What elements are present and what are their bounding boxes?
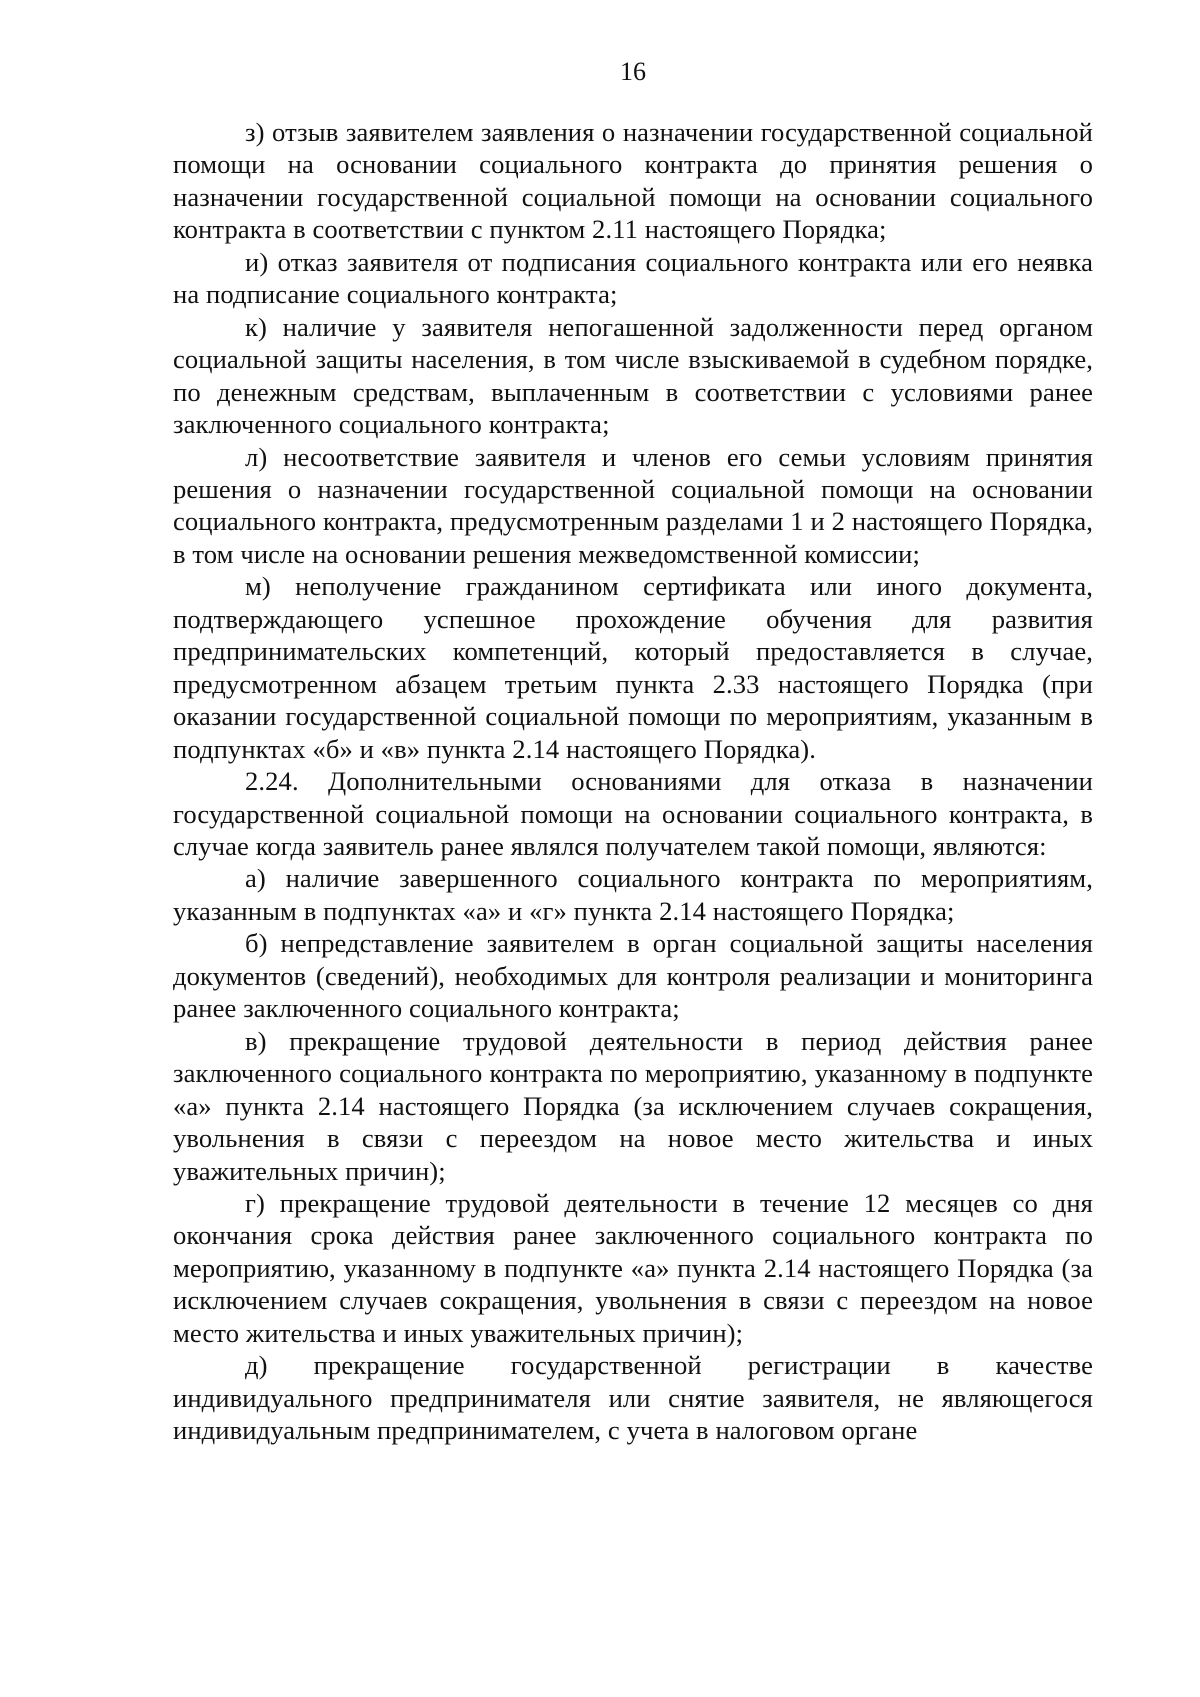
paragraph-g: г) прекращение трудовой деятельности в течение 12 месяцев со дня окончания срока действия ранее заключенного социального контракта по мероприятию, указанному в подпункте «а» пункта 2.14 настоящего Порядка (за исключением случаев сокращения, увольнения в связи с переездом на новое место жительства и иных уважительных причин); — [173, 1187, 1093, 1348]
paragraph-2-24: 2.24. Дополнительными основаниями для отказа в назначении государственной социальной помощи на основании социального контракта, в случае когда заявитель ранее являлся получателем такой помощи, являются: — [173, 766, 1093, 861]
paragraph-d: д) прекращение государственной регистрации в качестве индивидуального предпринимателя или снятие заявителя, не являющегося индивидуальным предпринимателем, с учета в налоговом органе — [173, 1350, 1093, 1446]
paragraph-k: к) наличие у заявителя непогашенной задолженности перед органом социальной защиты населения, в том числе взыскиваемой в судебном порядке, по денежным средствам, выплаченным в соответствии с условиями ранее заключенного социального контракта; — [173, 311, 1093, 440]
document-body — [173, 116, 1093, 1447]
page-number: 16 — [620, 57, 646, 86]
paragraph-m: м) неполучение гражданином сертификата или иного документа, подтверждающего успешное прохождение обучения для развития предпринимательских компетенций, который предоставляется в случае, предусмотренном абзацем третьим пункта 2.33 настоящего Порядка (при оказании государственной социальной помощи по мероприятиям, указанным в подпунктах «б» и «в» пункта 2.14 настоящего Порядка). — [173, 571, 1093, 764]
paragraph-z: з) отзыв заявителем заявления о назначении государственной социальной помощи на основании социального контракта до принятия решения о назначении государственной социальной помощи на основании социального контракта в соответствии с пунктом 2.11 настоящего Порядка; — [173, 117, 1093, 245]
paragraph-l: л) несоответствие заявителя и членов его семьи условиям принятия решения о назначении государственной социальной помощи на основании социального контракта, предусмотренным разделами 1 и 2 настоящего Порядка, в том числе на основании решения межведомственной комиссии; — [173, 441, 1093, 569]
paragraph-b: б) непредставление заявителем в орган социальной защиты населения документов (сведений), необходимых для контроля реализации и мониторинга ранее заключенного социального контракта; — [173, 928, 1093, 1024]
paragraph-i: и) отказ заявителя от подписания социального контракта или его неявка на подписание социального контракта; — [173, 246, 1093, 310]
paragraph-v: в) прекращение трудовой деятельности в период действия ранее заключенного социального контракта по мероприятию, указанному в подпункте «а» пункта 2.14 настоящего Порядка (за исключением случаев сокращения, увольнения в связи с переездом на новое место жительства и иных уважительных причин); — [173, 1025, 1093, 1186]
paragraph-a: а) наличие завершенного социального контракта по мероприятиям, указанным в подпунктах «а» и «г» пункта 2.14 настоящего Порядка; — [173, 863, 1093, 926]
